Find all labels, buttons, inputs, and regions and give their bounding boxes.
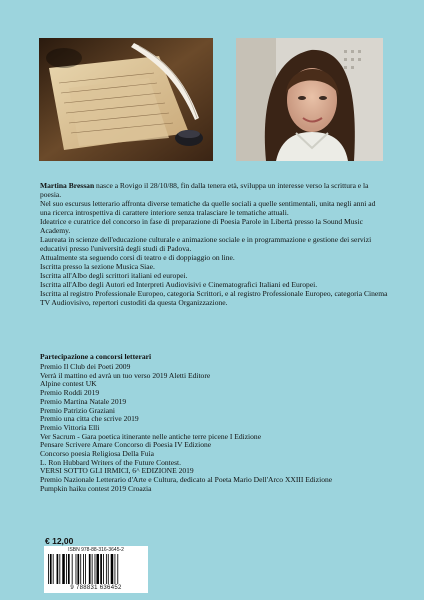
award-item: Verrà il mattino ed avrà un tuo verso 2019 Aletti Editore — [40, 370, 211, 380]
barcode-bar — [85, 554, 86, 584]
award-item: Premio Il Club dei Poeti 2009 — [40, 362, 131, 371]
award-item: Ver Sacrum - Gara poetica itinerante nelle antiche terre picene I Edizione — [40, 431, 262, 441]
author-biography — [40, 181, 388, 307]
price-label: € 12,00 — [45, 536, 74, 546]
award-item: Concorso poesia Religiosa Della Fuìa — [40, 449, 155, 459]
quill-letter-photo — [39, 38, 213, 161]
barcode-bar — [92, 554, 93, 584]
bio-paragraph: Nel suo escursus letterario affronta diverse tematiche da quelle sociali a quelle sentimentali, unita negli anni ad una ricerca introspettiva di carattere interiore senza tralasciare le tematiche attuali. — [40, 199, 376, 217]
barcode-bar — [96, 554, 99, 584]
barcode-bar — [77, 554, 79, 584]
barcode-bar — [48, 554, 49, 584]
barcode-bar — [111, 554, 114, 584]
barcode-bar — [53, 554, 54, 584]
bio-paragraph: Iscritta all'Albo degli Autori ed Interpreti Audiovisivi e Cinematografici Italiani ed Europei. — [40, 280, 318, 289]
award-item: Premio Martina Natale 2019 — [40, 396, 127, 406]
barcode-bar — [66, 554, 67, 584]
barcode-bar — [62, 554, 65, 584]
barcode-bar — [108, 554, 109, 584]
barcode-bar — [80, 554, 81, 584]
award-item: Premio Patrizio Graziani — [40, 405, 116, 415]
barcode-bar — [57, 554, 59, 584]
bio-paragraph: Attualmente sta seguendo corsi di teatro e di doppiaggio on line. — [40, 253, 235, 262]
bio-paragraph: Iscritta all'Albo degli scrittori italiani ed europei. — [40, 271, 188, 280]
award-item: Premio Nazionale Letterario d'Arte e Cultura, dedicato al Poeta Mario Dell'Arco XXIII Edizione — [40, 475, 333, 485]
bio-paragraph: Iscritta al registro Professionale Europeo, categoria Scrittori, e al registro Professionale Europeo, categoria Cinema TV Audiovisivo, repertori custoditi da questa Organizzazione. — [40, 289, 388, 307]
award-item: Pumpkin haiku contest 2019 Croazia — [40, 483, 152, 493]
barcode-bar — [68, 554, 70, 584]
barcode-bar — [89, 554, 91, 584]
author-portrait-photo — [236, 38, 383, 161]
award-item: Premio Roddi 2019 — [40, 388, 100, 398]
barcode-bars — [48, 554, 144, 584]
award-item: Alpine contest UK — [40, 379, 97, 389]
barcode-bar — [72, 554, 73, 584]
bio-intro-text: nasce a Rovigo il 28/10/88, fin dalla tenera età, sviluppa un interesse verso la scrittura e la poesia. — [40, 181, 369, 199]
bio-paragraph: Laureata in scienze dell'educazione culturale e animazione sociale e in programmazione e gestione dei servizi educativi presso l'università degli studi di Padova. — [40, 235, 372, 253]
award-item: VERSI SOTTO GLI IRMICI, 6^ EDIZIONE 2019 — [40, 466, 194, 476]
barcode-bar — [103, 554, 104, 584]
barcode-bar — [95, 554, 96, 584]
barcode-bar — [50, 554, 52, 584]
barcode-bar — [117, 554, 118, 584]
author-name: Martina Bressan — [40, 181, 95, 190]
barcode-bar — [83, 554, 84, 584]
award-item: Pensare Scrivere Amare Concorso di Poesia IV Edizione — [40, 440, 212, 450]
barcode-bar — [100, 554, 102, 584]
isbn-number: ISBN 978-88-316-3645-2 — [68, 547, 124, 553]
barcode-bar — [106, 554, 107, 584]
awards-list — [40, 363, 390, 494]
bio-paragraph: Iscritta presso la sezione Musica Siae. — [40, 262, 155, 271]
award-item: Premio una citta che scrive 2019 — [40, 414, 139, 424]
isbn-barcode — [44, 546, 148, 593]
barcode-bar — [115, 554, 116, 584]
bio-intro — [40, 181, 388, 199]
awards-title: Partecipazione a concorsi letterari — [40, 352, 152, 361]
award-item: Premio Vittoria Elli — [40, 422, 100, 432]
barcode-bar — [59, 554, 60, 584]
ean-number: 9 788831 636452 — [70, 585, 122, 591]
barcode-bar — [76, 554, 77, 584]
award-item: L. Ron Hubbard Writers of the Future Contest. — [40, 457, 182, 467]
bio-paragraph: Ideatrice e curatrice del concorso in fase di preparazione di Poesia Parole in Libertà presso la Sound Music Academy. — [40, 217, 363, 235]
